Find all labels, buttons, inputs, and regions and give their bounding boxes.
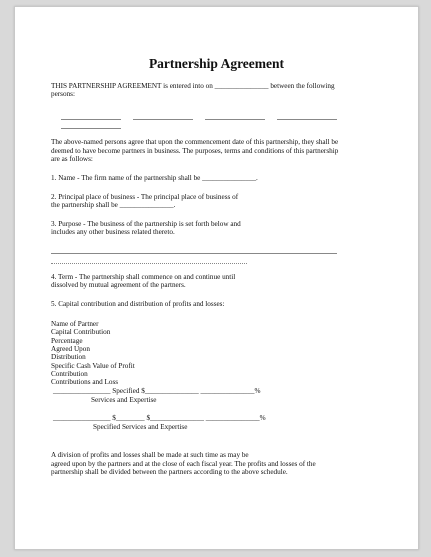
closing-line-3: partnership shall be divided between the partners according to the above schedule. xyxy=(51,468,288,476)
para1-line-2: deemed to have become partners in business. The purposes, terms and conditions of this partnership xyxy=(51,147,339,155)
table-label-agreed-upon: Agreed Upon xyxy=(51,345,90,353)
item-2-line-1: 2. Principal place of business - The principal place of business of xyxy=(51,193,239,201)
document-title: Partnership Agreement xyxy=(148,56,285,71)
closing-line-1: A division of profits and losses shall be made at such time as may be xyxy=(51,451,249,459)
table-label-contribution: Contribution xyxy=(51,370,88,378)
purpose-blank-line-1[interactable] xyxy=(51,253,337,254)
item-2-line-2: the partnership shall be _______________. xyxy=(51,201,176,209)
schedule-row-2-label: Specified Services and Expertise xyxy=(93,423,188,431)
para1-line-1: The above-named persons agree that upon the commencement date of this partnership, they shall be xyxy=(51,138,339,146)
para1-line-3: are as follows: xyxy=(51,155,93,163)
partner-name-blank-4[interactable] xyxy=(277,119,337,120)
table-label-capital-contribution: Capital Contribution xyxy=(51,328,111,336)
partner-name-blank-5[interactable] xyxy=(61,128,121,129)
purpose-blank-line-2[interactable] xyxy=(51,263,247,264)
table-label-specific-cash-value: Specific Cash Value of Profit xyxy=(51,362,135,370)
partner-name-blank-3[interactable] xyxy=(205,119,265,120)
table-label-contributions-and-loss: Contributions and Loss xyxy=(51,378,119,386)
schedule-row-1-fields[interactable]: ________________ Specified $_______________ _______________% xyxy=(53,387,261,395)
closing-line-2: agreed upon by the partners and at the close of each fiscal year. The profits and losses of the xyxy=(51,460,316,468)
partner-name-blank-2[interactable] xyxy=(133,119,193,120)
schedule-row-2-fields[interactable]: ________________ $________ $_______________ _______________% xyxy=(53,414,266,422)
item-4-line-2: dissolved by mutual agreement of the partners. xyxy=(51,281,186,289)
document-page xyxy=(14,6,419,550)
intro-line-1: THIS PARTNERSHIP AGREEMENT is entered into on _______________ between the following xyxy=(51,82,335,90)
item-5-heading: 5. Capital contribution and distribution of profits and losses: xyxy=(51,300,225,308)
schedule-row-1-label: Services and Expertise xyxy=(91,396,157,404)
item-3-line-2: includes any other business related thereto. xyxy=(51,228,175,236)
table-label-name-of-partner: Name of Partner xyxy=(51,320,99,328)
table-label-percentage: Percentage xyxy=(51,337,83,345)
item-4-line-1: 4. Term - The partnership shall commence on and continue until xyxy=(51,273,236,281)
intro-line-2: persons: xyxy=(51,90,75,98)
item-1-name: 1. Name - The firm name of the partnership shall be _______________. xyxy=(51,174,258,182)
table-label-distribution: Distribution xyxy=(51,353,86,361)
item-3-line-1: 3. Purpose - The business of the partnership is set forth below and xyxy=(51,220,241,228)
partner-name-blank-1[interactable] xyxy=(61,119,121,120)
